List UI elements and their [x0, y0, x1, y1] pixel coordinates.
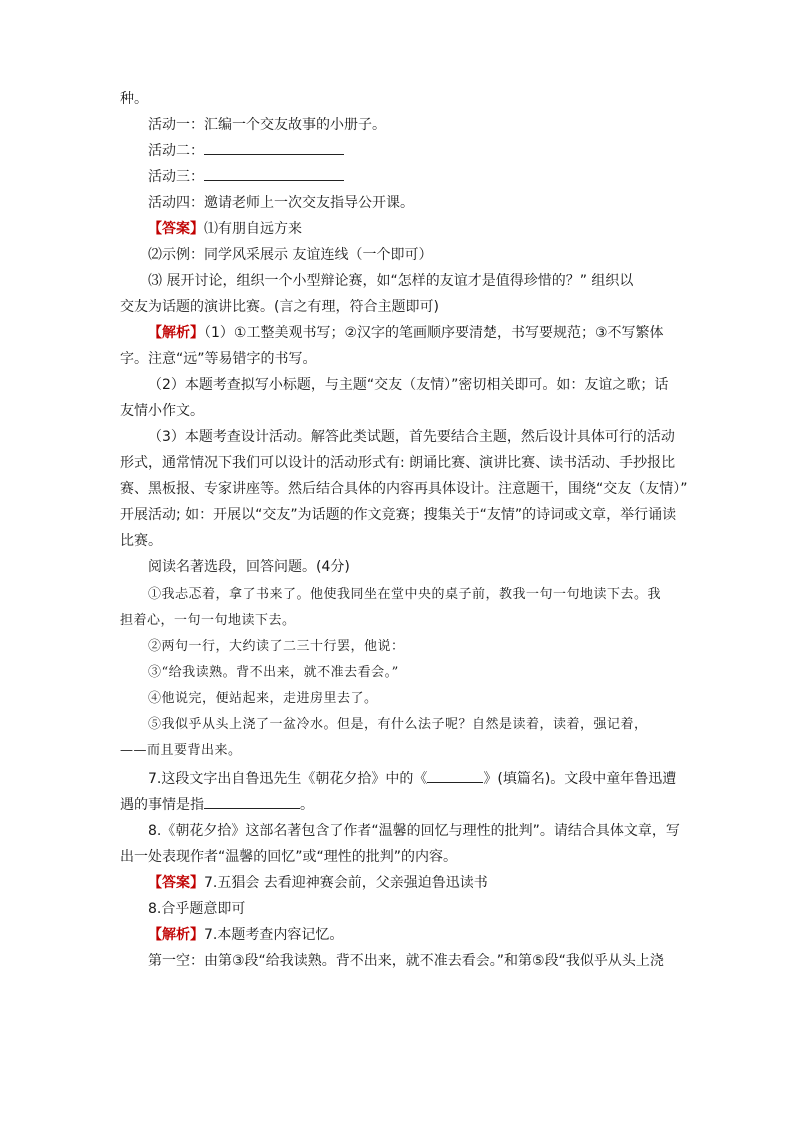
- analysis-line: 赛、黑板报、专家讲座等。然后结合具体的内容再具体设计。注意题干，围绕“交友（友情）”: [120, 481, 688, 497]
- answer-line: 交友为话题的演讲比赛。(言之有理，符合主题即可): [120, 299, 439, 315]
- question-8: 8.《朝花夕拾》这部名著包含了作者“温馨的回忆与理性的批判”。请结合具体文章，写: [148, 823, 680, 839]
- reading-title: 阅读名著选段，回答问题。(4分): [148, 559, 350, 575]
- analysis-line: 形式，通常情况下我们可以设计的活动形式有: 朗诵比赛、演讲比赛、读书活动、手抄报比: [120, 455, 676, 471]
- excerpt-line: ③“给我读熟。背不出来，就不准去看会。”: [148, 665, 399, 680]
- excerpt-line: ②两句一行，大约读了二三十行罢，他说：: [148, 639, 405, 654]
- analysis-line: （3）本题考查设计活动。解答此类试题，首先要结合主题，然后设计具体可行的活动: [148, 429, 675, 445]
- excerpt-line: ⑤我似乎从头上浇了一盆冷水。但是，有什么法子呢？自然是读着，读着，强记着，: [148, 717, 648, 732]
- activity-4: 活动四：邀请老师上一次交友指导公开课。: [148, 195, 414, 211]
- question-7: 遇的事情是指 。: [120, 792, 680, 818]
- question-8: 出一处表现作者“温馨的回忆”或“理性的批判”的内容。: [120, 849, 458, 865]
- answer-line: 8.合乎题意即可: [148, 901, 246, 917]
- document-page: [120, 86, 688, 974]
- activity-2: 活动二：: [120, 138, 680, 164]
- analysis-line: 比赛。: [120, 533, 162, 549]
- fill-blank: [204, 166, 344, 181]
- analysis-line: 【解析】（1）①工整美观书写；②汉字的笔画顺序要清楚，书写要规范；③不写繁体: [148, 325, 664, 341]
- answer-line: ⑶ 展开讨论，组织一个小型辩论赛，如“怎样的友谊才是值得珍惜的？” 组织以: [148, 273, 634, 289]
- text-line: 种。: [120, 91, 148, 107]
- activity-1: 活动一：汇编一个交友故事的小册子。: [148, 117, 386, 133]
- answer-tag: 【答案】: [148, 221, 204, 237]
- answer-tag: 【答案】: [148, 875, 204, 891]
- analysis-tag: 【解析】: [148, 325, 204, 341]
- fill-blank: [427, 768, 483, 783]
- analysis-line: 字。注意“远”等易错字的书写。: [120, 351, 317, 367]
- activity-3: 活动三：: [120, 164, 680, 190]
- excerpt-line: ——而且要背出来。: [120, 743, 242, 758]
- analysis-line: 开展活动; 如：开展以“交友”为话题的作文竞赛；搜集关于“友情”的诗词或文章，举行诵读: [120, 507, 677, 523]
- excerpt-line: ④他说完，便站起来，走进房里去了。: [148, 691, 378, 706]
- answer-line: 【答案】7.五猖会 去看迎神赛会前，父亲强迫鲁迅读书: [148, 875, 488, 891]
- excerpt-line: ①我忐忑着，拿了书来了。他使我同坐在堂中央的桌子前，教我一句一句地读下去。我: [148, 587, 662, 602]
- fill-blank: [204, 794, 300, 809]
- excerpt-line: 担着心，一句一句地读下去。: [120, 613, 296, 628]
- analysis-line: 【解析】7.本题考查内容记忆。: [148, 927, 344, 943]
- fill-blank: [204, 140, 344, 155]
- answer-line: ⑵示例：同学风采展示 友谊连线（一个即可）: [148, 247, 433, 263]
- analysis-line: 友情小作文。: [120, 403, 204, 419]
- analysis-line: 第一空：由第③段“给我读熟。背不出来，就不准去看会。”和第⑤段“我似乎从头上浇: [148, 953, 664, 969]
- analysis-line: （2）本题考查拟写小标题，与主题“交友（友情）”密切相关即可。如：友谊之歌；话: [148, 377, 669, 393]
- question-7: 7.这段文字出自鲁迅先生《朝花夕拾》中的《 》(填篇名)。文段中童年鲁迅遭: [120, 766, 680, 792]
- analysis-tag: 【解析】: [148, 927, 204, 943]
- answer-line: 【答案】⑴有朋自远方来: [148, 221, 302, 237]
